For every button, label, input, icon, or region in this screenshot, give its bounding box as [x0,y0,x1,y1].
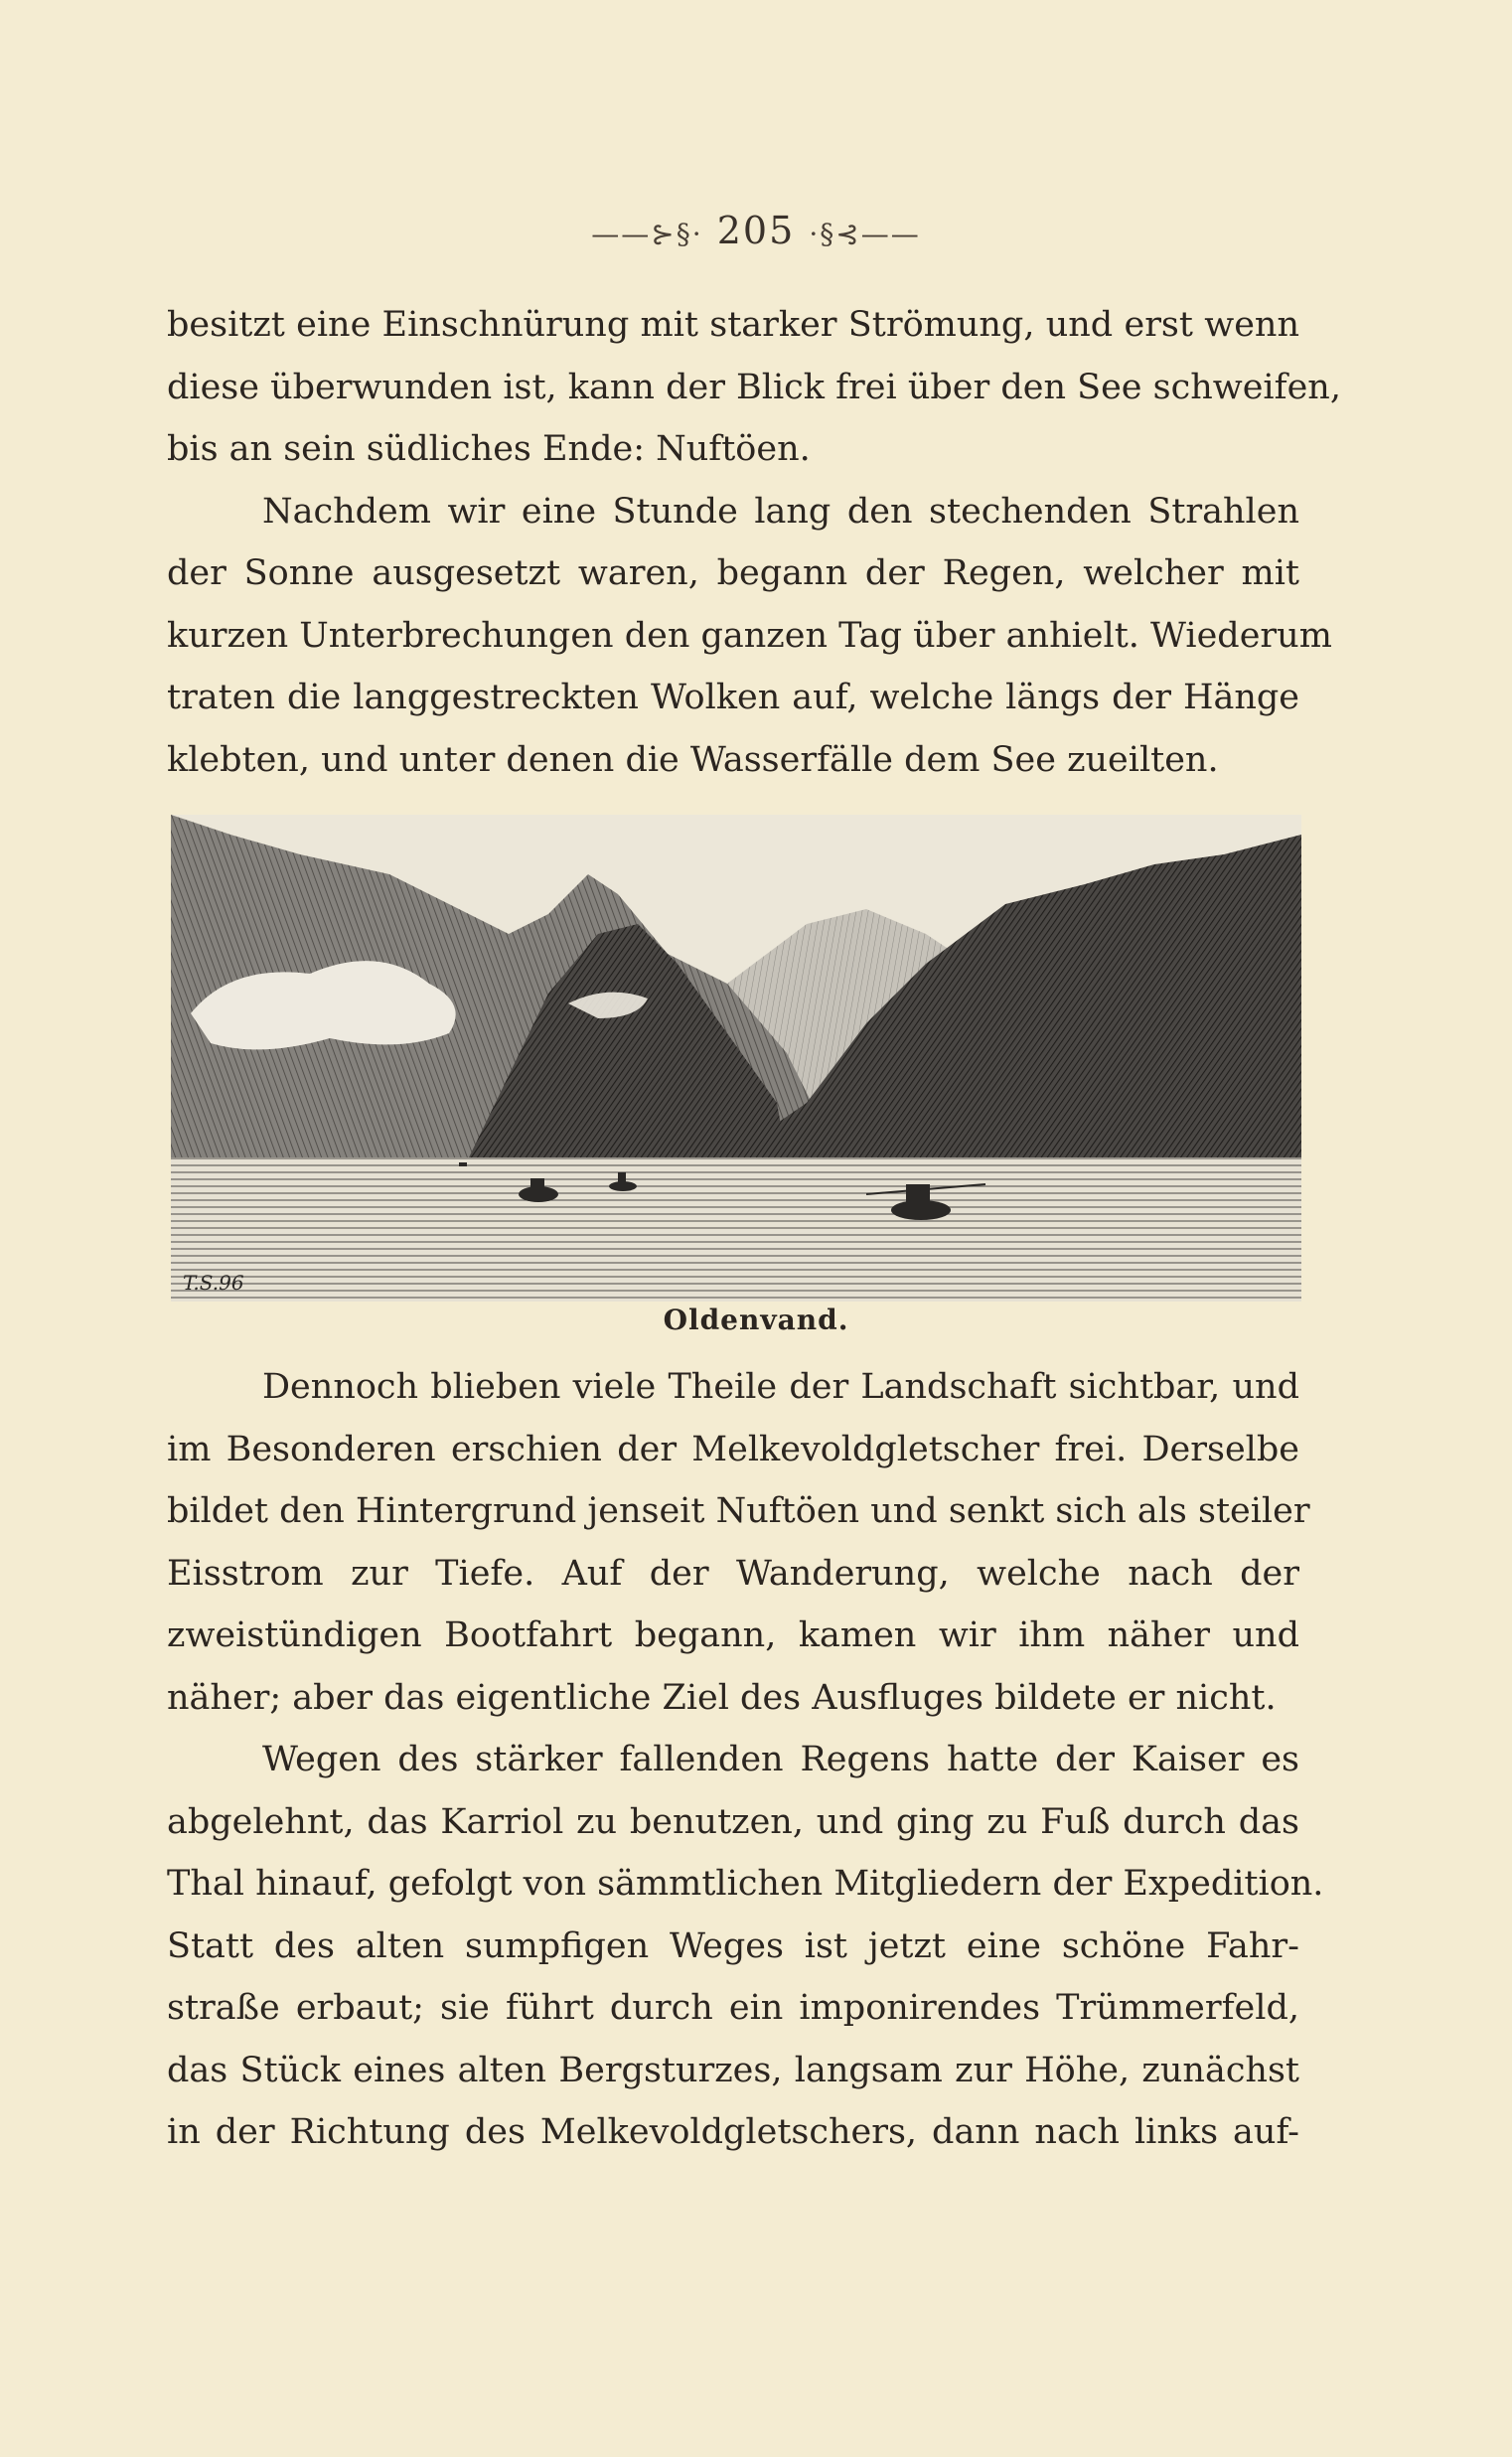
paragraph [167,1729,1324,2164]
text-line: straße erbaut; sie führt durch ein imponirendes Trümmerfeld, [167,1988,1299,2028]
page-header [0,209,1512,252]
text-line: der Sonne ausgesetzt waren, begann der Regen, welcher mit [167,553,1299,593]
text-line: Thal hinauf, gefolgt von sämmtlichen Mitgliedern der Expedition. [167,1864,1324,1904]
text-line: abgelehnt, das Karriol zu benutzen, und ging zu Fuß durch das [167,1801,1299,1842]
lake-engraving [171,815,1301,1302]
text-line: bis an sein südliches Ende: Nuftöen. [167,429,811,469]
text-line: diese überwunden ist, kann der Blick frei über den See schweifen, [167,367,1341,407]
text-line: Eisstrom zur Tiefe. Auf der Wanderung, welche nach der [167,1553,1299,1594]
figure-caption: Oldenvand. [663,1304,849,1336]
ornament-left: ——⊱§· [591,218,703,250]
text-line: bildet den Hintergrund jenseit Nuftöen und senkt sich als steiler [167,1491,1310,1531]
text-line: Wegen des stärker fallenden Regens hatte der Kaiser es [262,1740,1299,1779]
paragraph [167,1356,1310,1729]
lake-water [171,1157,1301,1302]
text-line: Dennoch blieben viele Theile der Landschaft sichtbar, und [262,1367,1299,1407]
text-line: in der Richtung des Melkevoldgletschers, dann nach links auf- [167,2112,1299,2152]
text-line: zweistündigen Bootfahrt begann, kamen wir ihm näher und [167,1615,1299,1655]
text-line: im Besonderen erschien der Melkevoldgletscher frei. Derselbe [167,1429,1299,1469]
text-line: besitzt eine Einschnürung mit starker Strömung, und erst wenn [167,305,1299,345]
paragraph [167,294,1341,481]
text-line: traten die langgestreckten Wolken auf, welche längs der Hänge [167,678,1299,717]
paragraph [167,481,1332,792]
text-line: das Stück eines alten Bergsturzes, langsam zur Höhe, zunächst [167,2050,1299,2090]
text-line: Statt des alten sumpfigen Weges ist jetzt eine schöne Fahr- [167,1925,1299,1966]
text-line: näher; aber das eigentliche Ziel des Ausfluges bildete er nicht. [167,1677,1277,1718]
text-line: kurzen Unterbrechungen den ganzen Tag über anhielt. Wiederum [167,615,1332,656]
text-line: Nachdem wir eine Stunde lang den stechenden Strahlen [262,491,1299,532]
ornament-right: ·§⊰—— [809,218,921,250]
page-number: 205 [716,209,796,252]
text-block-top [167,294,1341,791]
text-block-bottom [167,1356,1324,2164]
artist-signature: T.S.96 [183,1271,244,1295]
text-line: klebten, und unter denen die Wasserfälle dem See zueilten. [167,739,1219,780]
